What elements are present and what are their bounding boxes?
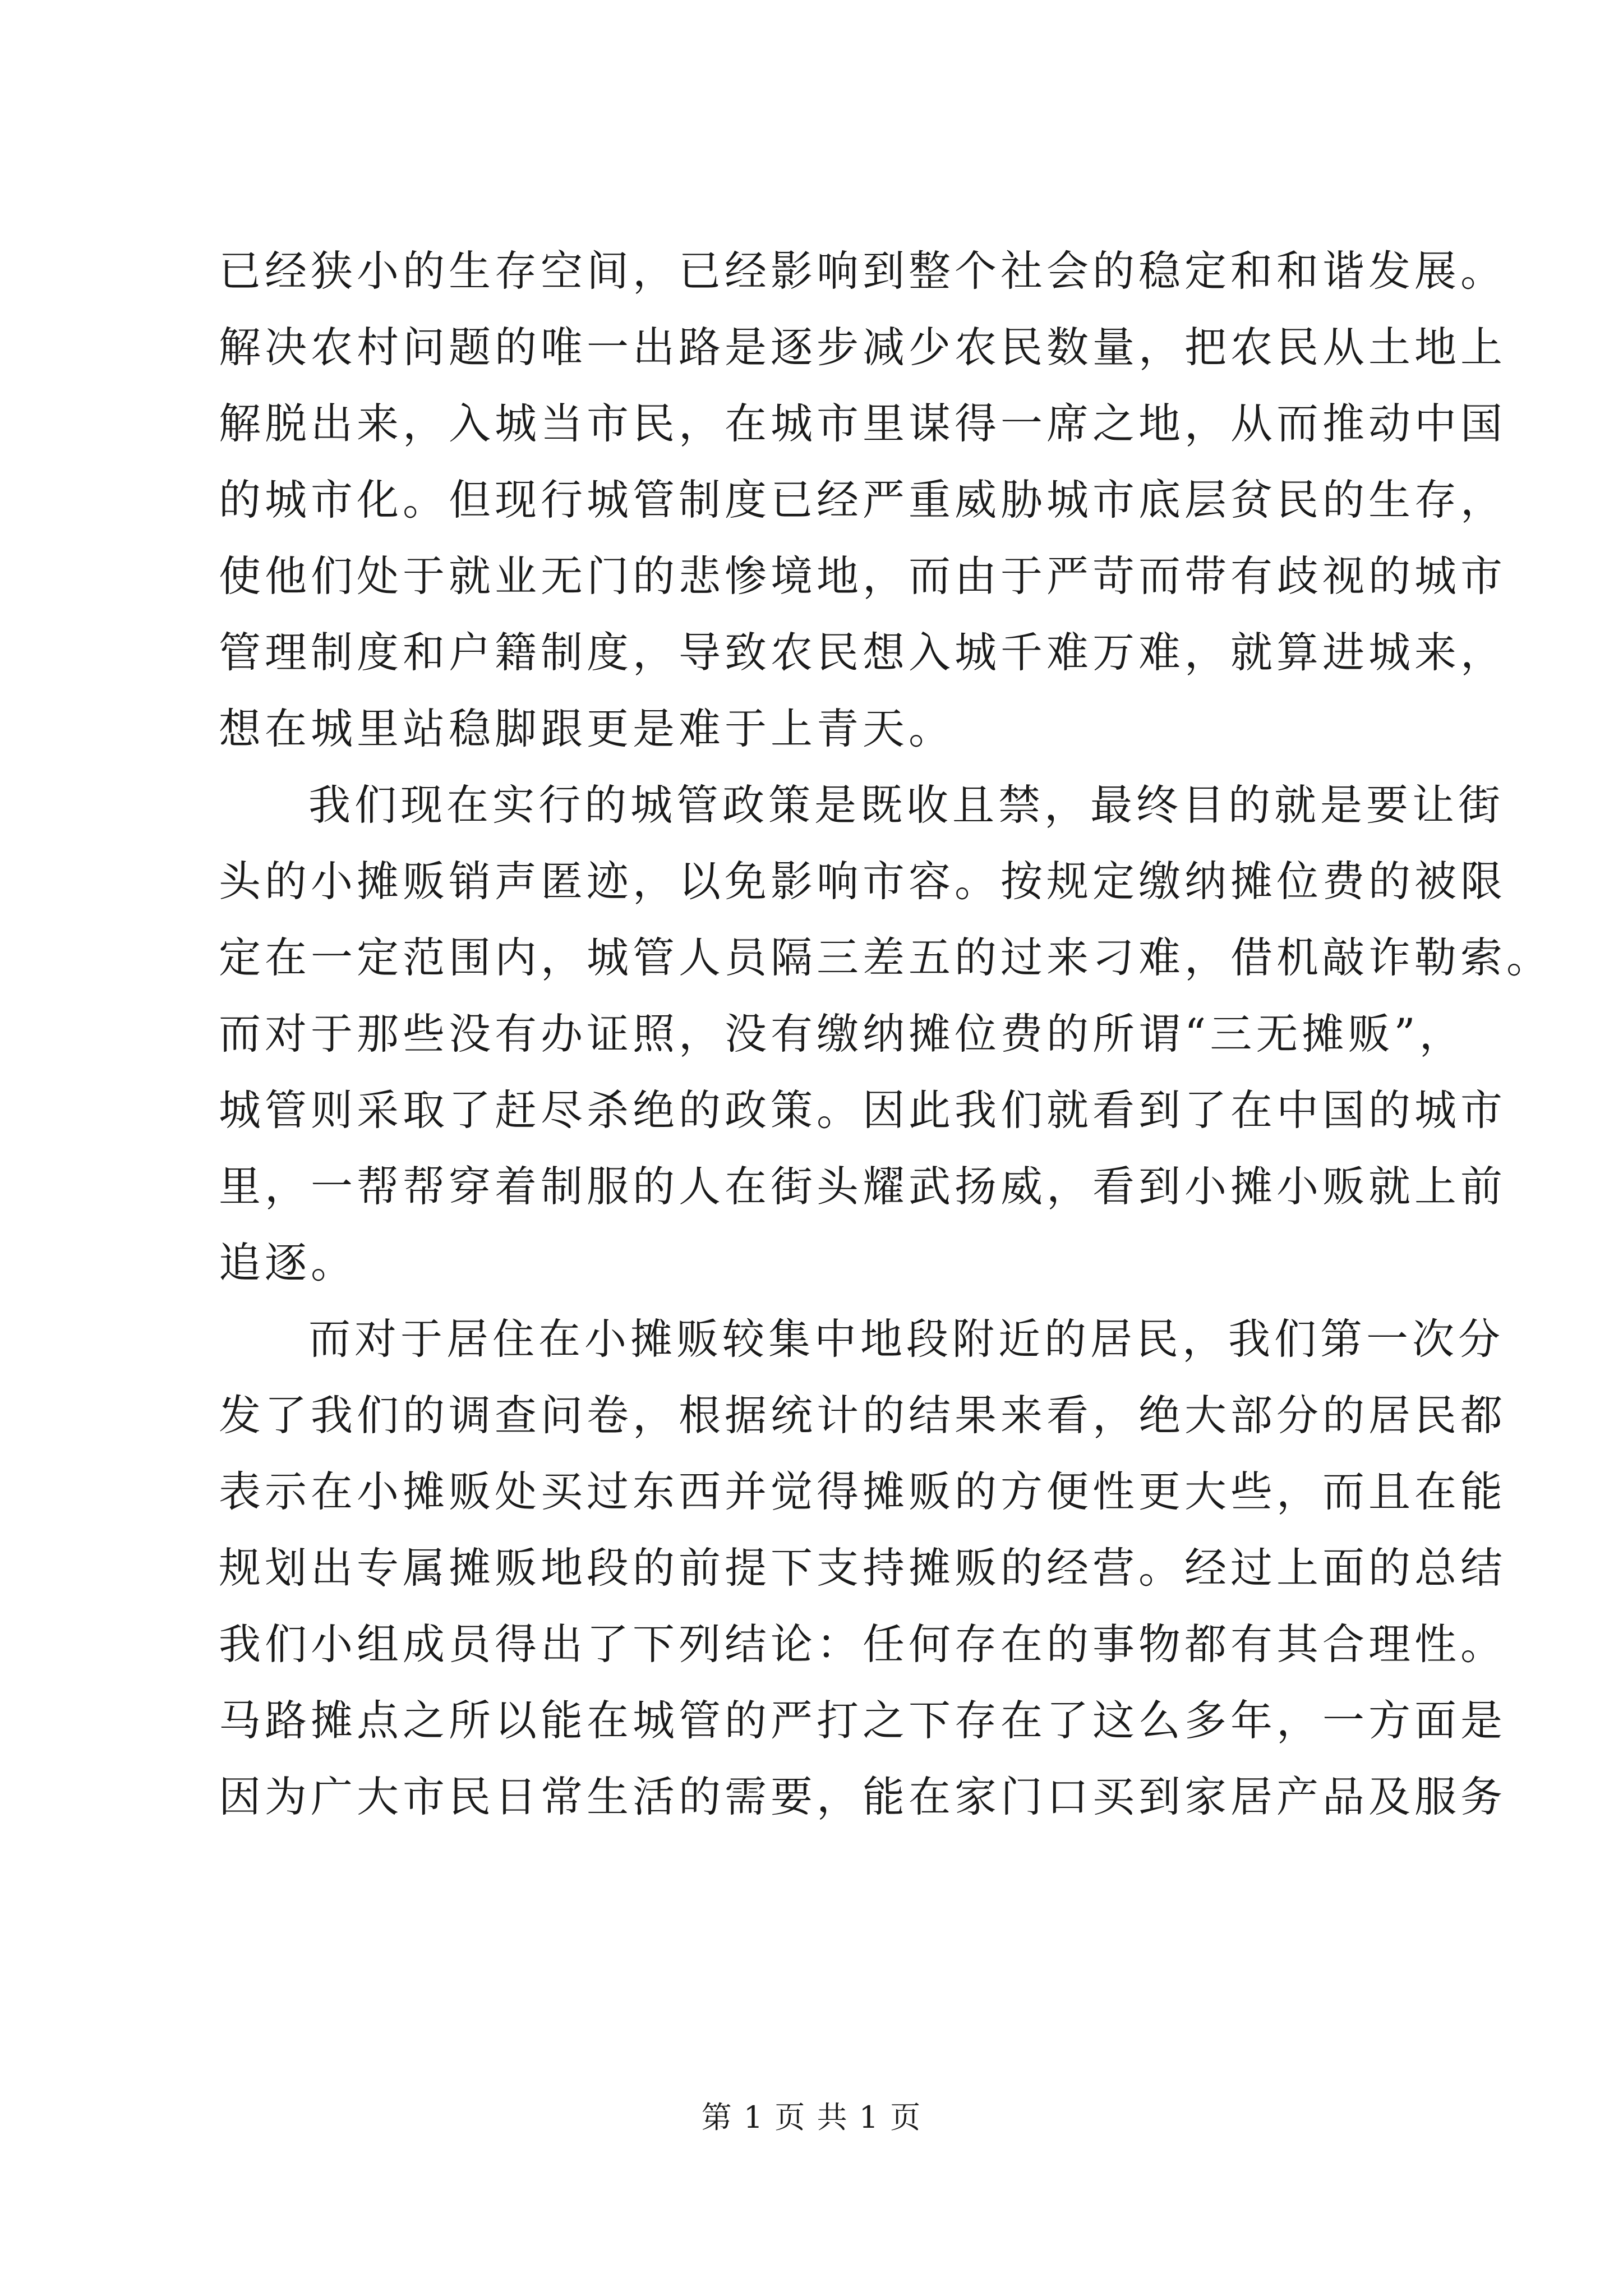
text-line: 管理制度和户籍制度，导致农民想入城千难万难，就算进城来，	[219, 628, 1507, 677]
paragraph-2	[219, 767, 1553, 1301]
text-line: 解决农村问题的唯一出路是逐步减少农民数量，把农民从土地上	[219, 323, 1507, 372]
text-line: 而对于居住在小摊贩较集中地段附近的居民，我们第一次分	[308, 1314, 1505, 1364]
text-line: 的城市化。但现行城管制度已经严重威胁城市底层贫民的生存，	[219, 475, 1507, 524]
text-line: 解脱出来，入城当市民，在城市里谋得一席之地，从而推动中国	[219, 399, 1507, 448]
text-line: 表示在小摊贩处买过东西并觉得摊贩的方便性更大些，而且在能	[219, 1467, 1507, 1516]
document-body	[219, 233, 1553, 1835]
page-footer: 第 1 页 共 1 页	[701, 2100, 922, 2135]
text-line: 想在城里站稳脚跟更是难于上青天。	[219, 704, 955, 753]
text-line: 城管则采取了赶尽杀绝的政策。因此我们就看到了在中国的城市	[219, 1085, 1507, 1135]
text-line: 定在一定范围内，城管人员隔三差五的过来刁难，借机敲诈勒索。	[219, 933, 1553, 982]
paragraph-1	[219, 233, 1507, 767]
paragraph-3	[219, 1301, 1507, 1835]
text-line: 而对于那些没有办证照，没有缴纳摊位费的所谓“三无摊贩”，	[219, 1009, 1465, 1059]
text-line: 马路摊点之所以能在城管的严打之下存在了这么多年，一方面是	[219, 1696, 1507, 1745]
text-line: 我们现在实行的城管政策是既收且禁，最终目的就是要让街	[308, 780, 1505, 830]
text-line: 发了我们的调查问卷，根据统计的结果来看，绝大部分的居民都	[219, 1391, 1507, 1440]
text-line: 头的小摊贩销声匿迹，以免影响市容。按规定缴纳摊位费的被限	[219, 857, 1507, 906]
text-line: 已经狭小的生存空间，已经影响到整个社会的稳定和和谐发展。	[219, 246, 1507, 296]
text-line: 里，一帮帮穿着制服的人在街头耀武扬威，看到小摊小贩就上前	[219, 1162, 1507, 1211]
text-line: 我们小组成员得出了下列结论：任何存在的事物都有其合理性。	[219, 1619, 1507, 1669]
text-line: 追逐。	[219, 1238, 357, 1287]
text-line: 使他们处于就业无门的悲惨境地，而由于严苛而带有歧视的城市	[219, 551, 1507, 601]
text-line: 规划出专属摊贩地段的前提下支持摊贩的经营。经过上面的总结	[219, 1543, 1507, 1593]
text-line: 因为广大市民日常生活的需要，能在家门口买到家居产品及服务	[219, 1772, 1507, 1821]
